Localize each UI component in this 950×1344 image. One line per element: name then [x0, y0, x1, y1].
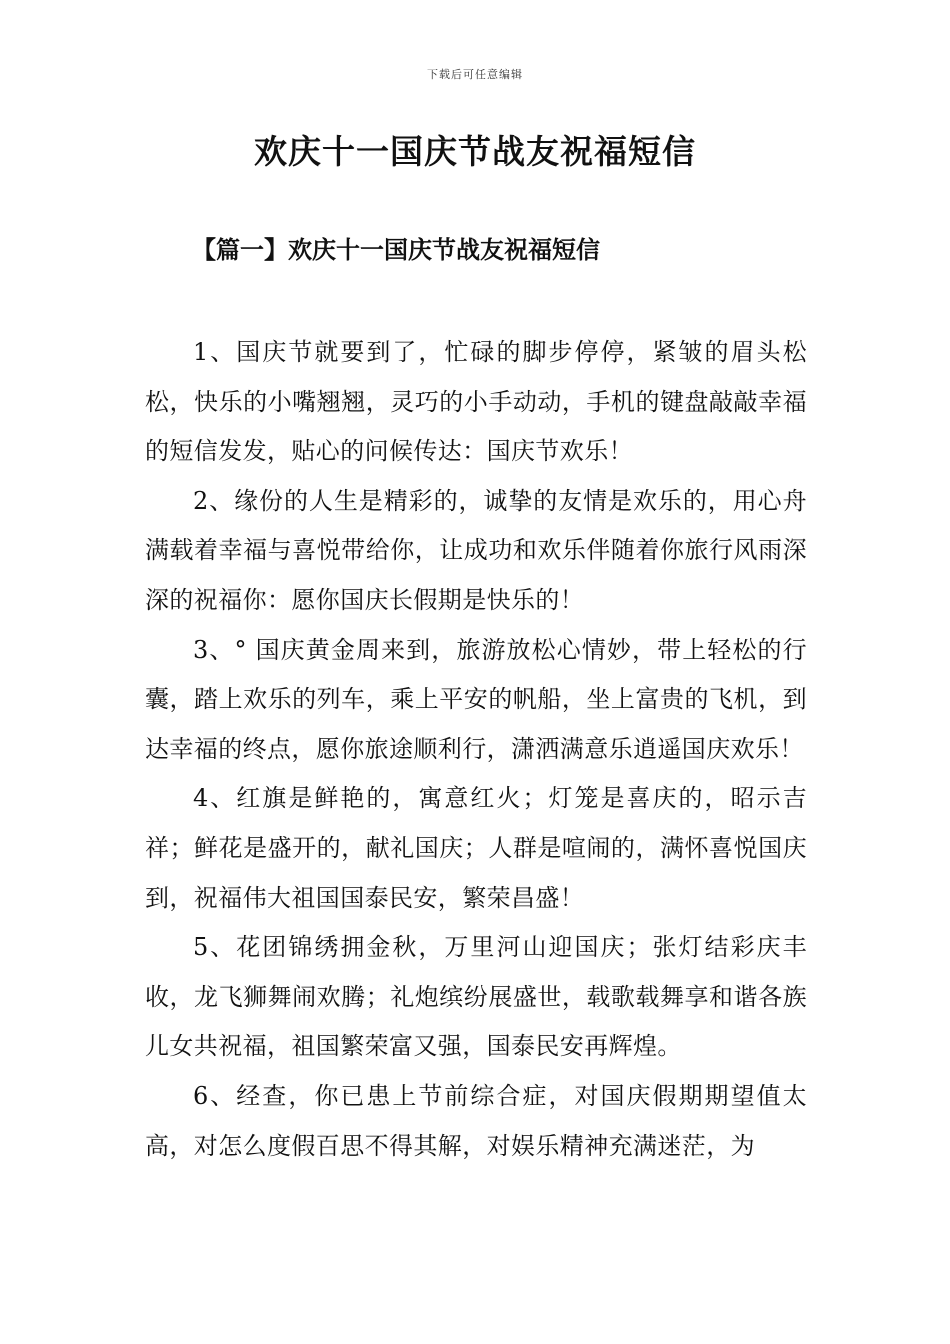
- document-title: 欢庆十一国庆节战友祝福短信: [254, 132, 696, 171]
- paragraph: 5、花团锦绣拥金秋，万里河山迎国庆；张灯结彩庆丰收，龙飞狮舞闹欢腾；礼炮缤纷展盛世，载歌载舞享和谐各族儿女共祝福，祖国繁荣富又强，国泰民安再辉煌。: [145, 933, 807, 1061]
- paragraph: 2、缘份的人生是精彩的，诚挚的友情是欢乐的，用心舟满载着幸福与喜悦带给你，让成功和欢乐伴随着你旅行风雨深深的祝福你：愿你国庆长假期是快乐的！: [145, 486, 807, 614]
- body-text: [145, 328, 807, 1171]
- header-note: 下载后可任意编辑: [427, 68, 523, 81]
- paragraph: 6、经查，你已患上节前综合症，对国庆假期期望值太高，对怎么度假百思不得其解，对娱乐精神充满迷茫，为: [145, 1081, 807, 1160]
- paragraph: 3、° 国庆黄金周来到，旅游放松心情妙，带上轻松的行囊，踏上欢乐的列车，乘上平安的帆船，坐上富贵的飞机，到达幸福的终点，愿你旅途顺利行，潇洒满意乐逍遥国庆欢乐！: [145, 635, 807, 763]
- paragraph: 1、国庆节就要到了，忙碌的脚步停停，紧皱的眉头松松，快乐的小嘴翘翘，灵巧的小手动动，手机的键盘敲敲幸福的短信发发，贴心的问候传达：国庆节欢乐！: [145, 338, 807, 466]
- section-heading: 【篇一】欢庆十一国庆节战友祝福短信: [192, 235, 600, 264]
- paragraph: 4、红旗是鲜艳的，寓意红火；灯笼是喜庆的，昭示吉祥；鲜花是盛开的，献礼国庆；人群是喧闹的，满怀喜悦国庆到，祝福伟大祖国国泰民安，繁荣昌盛！: [145, 784, 807, 912]
